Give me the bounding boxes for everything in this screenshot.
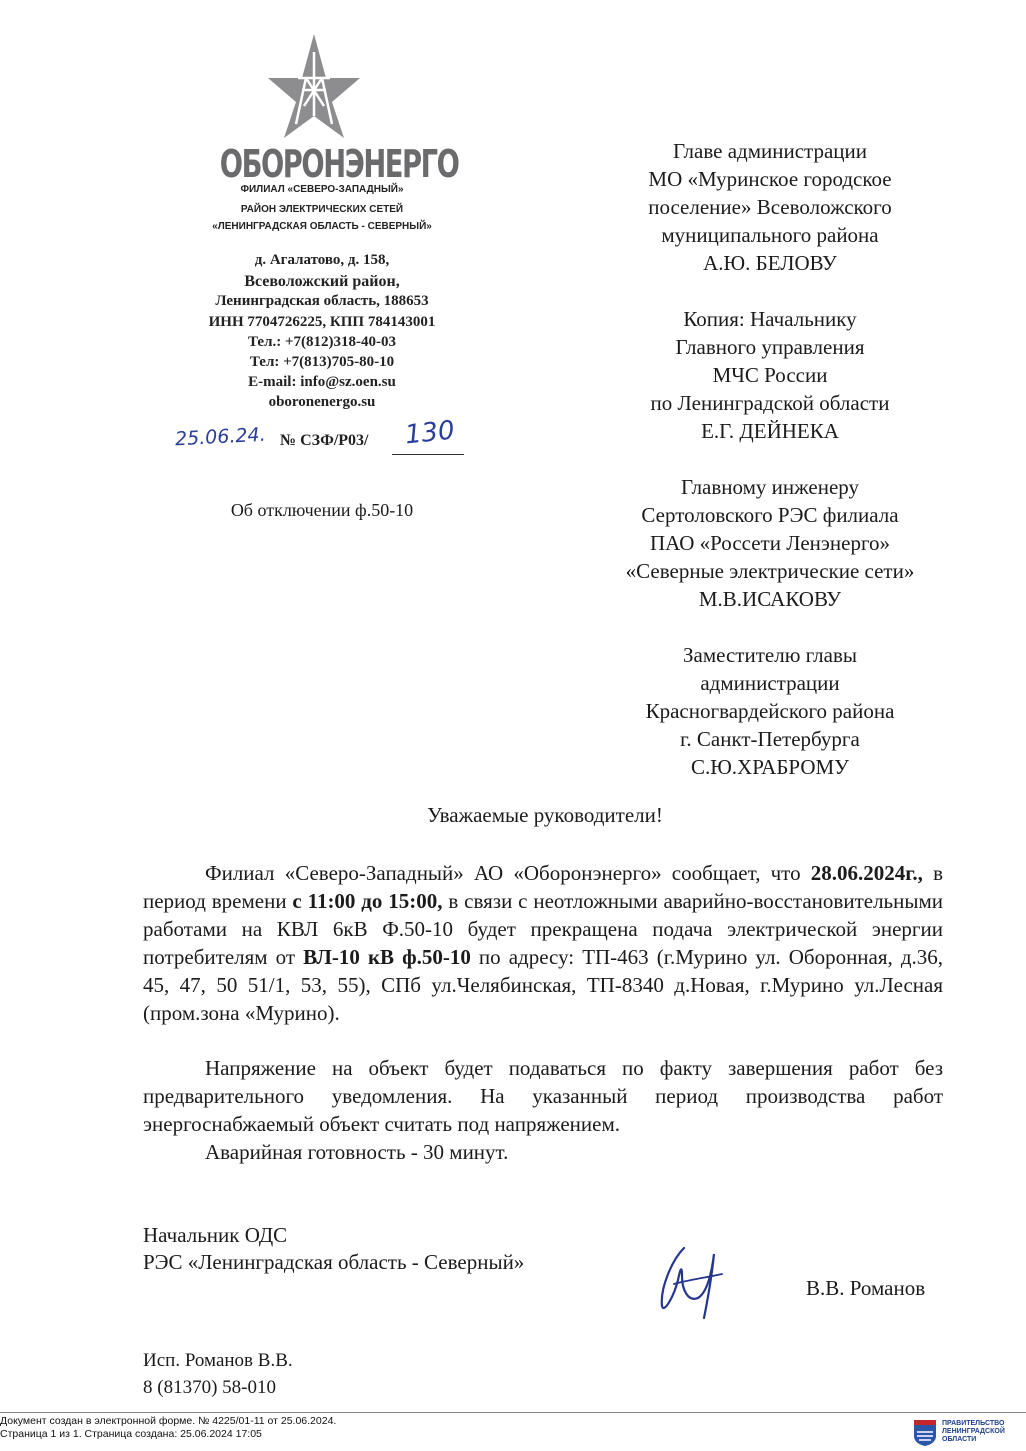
gov-text-line: ЛЕНИНГРАДСКОЙ: [942, 1428, 1005, 1435]
region-title: «ЛЕНИНГРАДСКАЯ ОБЛАСТЬ - СЕВЕРНЫЙ»: [212, 221, 432, 232]
addressee-line: по Ленинградской области: [650, 391, 890, 415]
addressee-line: МЧС России: [712, 363, 828, 387]
district-title: РАЙОН ЭЛЕКТРИЧЕСКИХ СЕТЕЙ: [240, 204, 404, 215]
tax-ids: ИНН 7704726225, КПП 784143001: [208, 314, 436, 330]
footer-divider: [0, 1412, 1026, 1413]
signer-organization: РЭС «Ленинградская область - Северный»: [143, 1250, 525, 1274]
addressee-line: поселение» Всеволожского: [648, 195, 892, 219]
gov-text-line: ПРАВИТЕЛЬСТВО: [942, 1420, 1005, 1427]
government-logo-text: [942, 1420, 1005, 1444]
website-line: oboronenergo.su: [268, 394, 376, 410]
addressee-line: Красногвардейского района: [645, 699, 895, 723]
addressee-name: Е.Г. ДЕЙНЕКА: [701, 419, 839, 443]
gov-text-line: ОБЛАСТИ: [942, 1436, 977, 1443]
addressee-line: администрации: [700, 671, 840, 695]
addressee-line: Заместителю главы: [683, 643, 857, 667]
addressee-name: С.Ю.ХРАБРОМУ: [690, 755, 850, 779]
letter-subject: Об отключении ф.50-10: [230, 500, 414, 520]
handwritten-signature: [652, 1240, 732, 1320]
branch-title: ФИЛИАЛ «СЕВЕРО-ЗАПАДНЫЙ»: [240, 184, 404, 195]
addressee-line: Главе администрации: [672, 139, 868, 163]
addressee-block-murino: [570, 137, 970, 277]
body-text: по адресу: ТП-463 (г.Мурино ул. Оборонная, д.36, 45, 47, 50 51/1, 53, 55), СПб ул.Челябинская, ТП-8340 д.Новая, г.Мурино ул.Лесная (пром.зона «Мурино).: [143, 945, 944, 1025]
addressee-line: г. Санкт-Петербурга: [680, 727, 860, 751]
registration-number-label: № СЗФ/Р03/: [280, 432, 369, 449]
address-line: Ленинградская область, 188653: [215, 293, 429, 309]
body-text: Филиал «Северо-Западный» АО «Оборонэнерго» сообщает, что: [205, 861, 811, 885]
footer-document-info: Документ создан в электронной форме. № 4225/01-11 от 25.06.2024.: [0, 1415, 337, 1427]
line-id: ВЛ-10 кВ ф.50-10: [303, 945, 471, 969]
body-text: в период времени: [143, 861, 943, 913]
registration-date-handwritten: 25.06.24.: [174, 423, 267, 451]
body-text: Напряжение на объект будет подаваться по факту завершения работ без предварительного уведомления. На указанный период производства работ энергоснабжаемый объект считать под напряжением.: [143, 1056, 943, 1136]
phone-line: Тел.: +7(812)318-40-03: [247, 334, 397, 350]
addressee-name: А.Ю. БЕЛОВУ: [703, 251, 837, 275]
addressee-line: Сертоловского РЭС филиала: [641, 503, 899, 527]
leningrad-region-emblem-icon: [914, 1420, 936, 1446]
addressee-line: Главного управления: [675, 335, 865, 359]
addressee-block-mchs: [570, 305, 970, 445]
addressee-name: М.В.ИСАКОВУ: [698, 587, 842, 611]
phone-line: Тел: +7(813)705-80-10: [249, 354, 395, 370]
brand-name: ОБОРОНЭНЕРГО: [219, 142, 459, 186]
body-text: Аварийная готовность - 30 минут.: [205, 1140, 509, 1164]
oboronenergo-star-logo: [266, 32, 362, 140]
address-line: д. Агалатово, д. 158,: [254, 252, 390, 268]
executor-name: Исп. Романов В.В.: [143, 1350, 293, 1371]
addressee-line: муниципального района: [661, 223, 879, 247]
addressee-line: МО «Муринское городское: [648, 167, 892, 191]
outage-time: с 11:00 до 15:00,: [292, 889, 443, 913]
addressee-line: Копия: Начальнику: [683, 307, 857, 331]
signer-role: Начальник ОДС: [143, 1223, 288, 1247]
executor-phone: 8 (81370) 58-010: [143, 1377, 276, 1398]
address-line: Всеволожский район,: [244, 273, 400, 290]
addressee-line: Главному инженеру: [681, 475, 859, 499]
email-line: E-mail: info@sz.oen.su: [248, 374, 396, 390]
body-text: в связи с неотложными аварийно-восстановительными работами на КВЛ 6кВ Ф.50-10 будет прекращена подача электрической энергии потребителям от: [143, 889, 943, 969]
outage-date: 28.06.2024г.,: [810, 861, 923, 885]
addressee-line: «Северные электрические сети»: [625, 559, 915, 583]
body-paragraph-readiness: [143, 1138, 943, 1166]
addressee-block-krasnogvardeysky: [570, 641, 970, 781]
addressee-block-rosseti: [570, 473, 970, 613]
registration-number-underline: [392, 454, 464, 455]
body-paragraph-outage: [143, 859, 943, 1027]
addressee-line: ПАО «Россети Ленэнерго»: [649, 531, 891, 555]
registration-number-handwritten: 130: [403, 415, 457, 451]
body-paragraph-voltage: [143, 1054, 943, 1138]
footer-page-info: Страница 1 из 1. Страница создана: 25.06.2024 17:05: [0, 1428, 262, 1440]
salutation: Уважаемые руководители!: [427, 803, 663, 827]
signer-name: В.В. Романов: [806, 1276, 926, 1300]
